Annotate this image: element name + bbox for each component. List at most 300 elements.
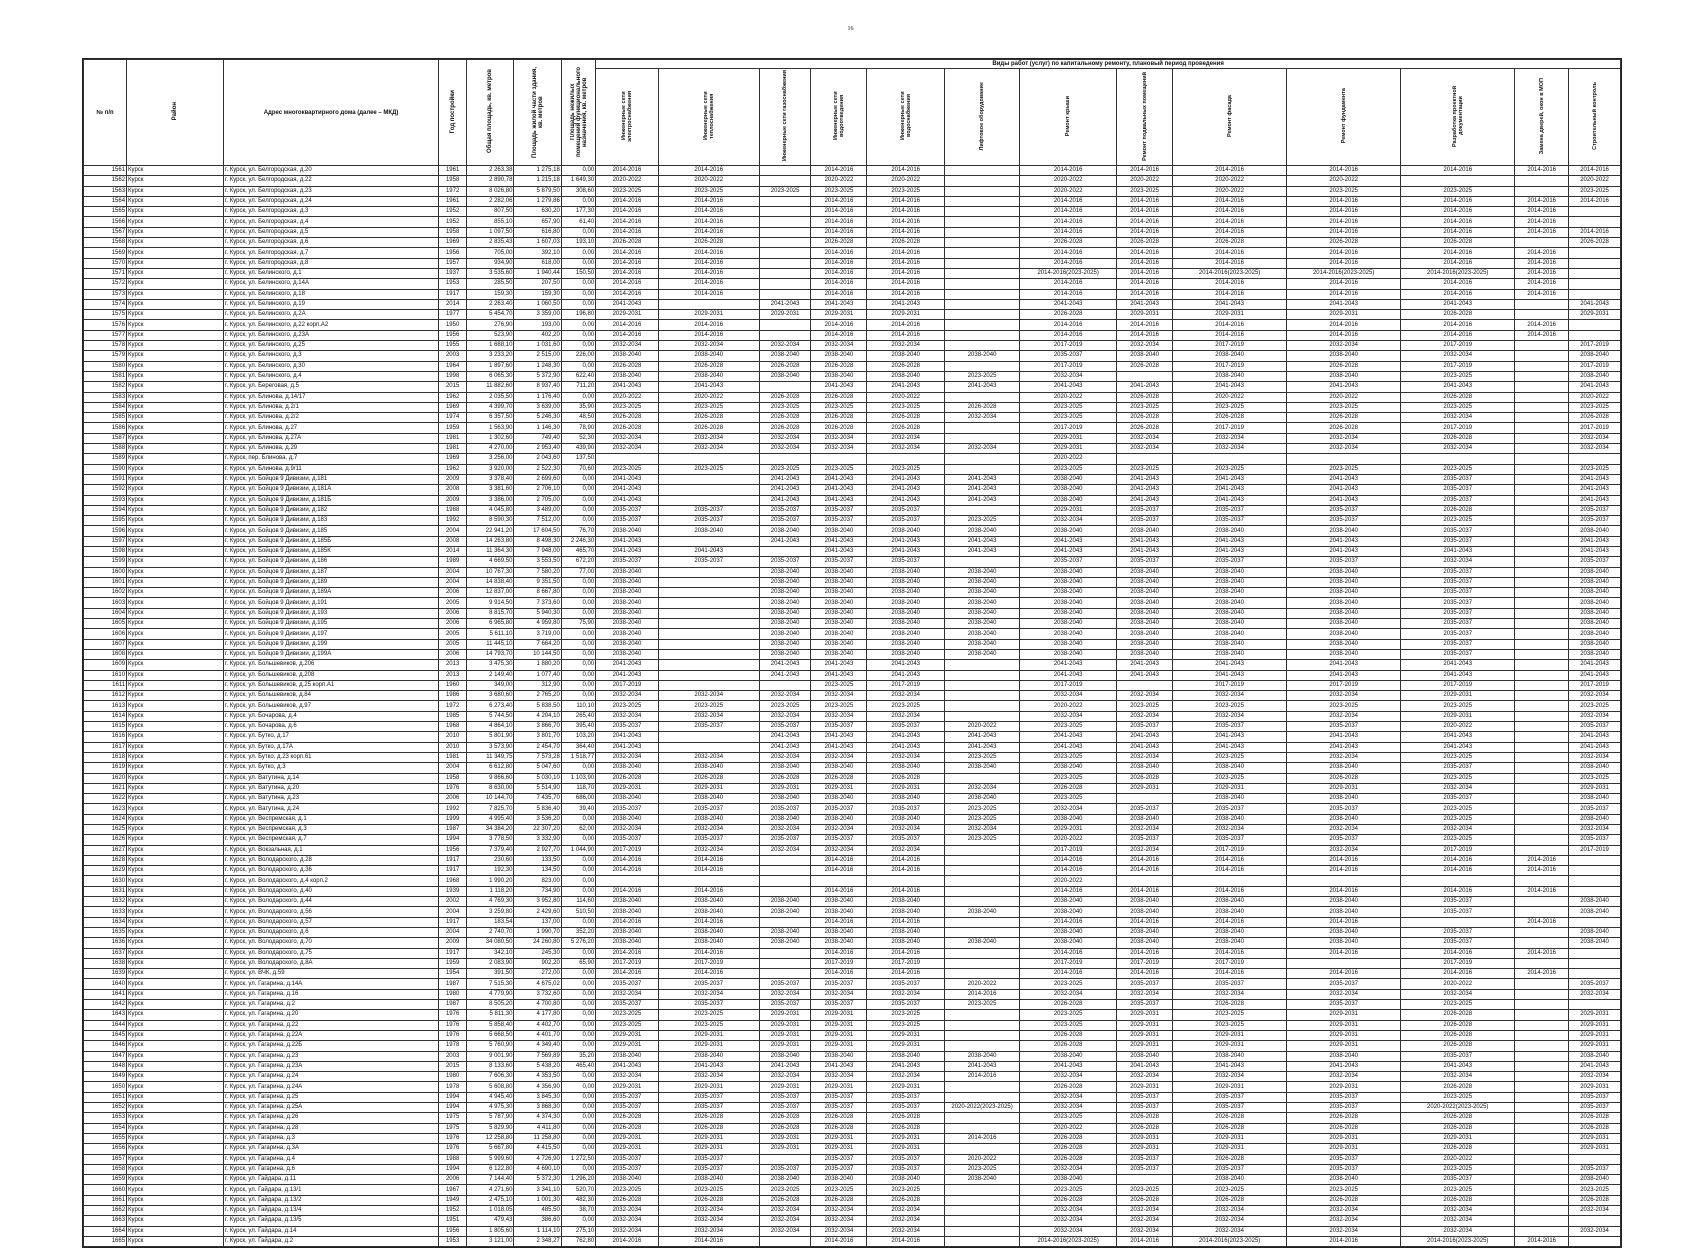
table-row: [84, 557, 1621, 567]
cell-address: г. Курск, ул. Белгородская, д.22: [223, 176, 438, 186]
cell-work-period: 2041-2043: [867, 495, 944, 505]
cell-work-period: [1515, 1072, 1569, 1082]
cell-district: Курск: [127, 505, 224, 515]
cell-work-period: [1515, 577, 1569, 587]
cell-work-period: 2014-2016: [658, 969, 759, 979]
cell-year: 1987: [439, 825, 467, 835]
cell-work-period: 2023-2025: [944, 516, 1019, 526]
cell-work-period: [759, 227, 811, 237]
cell-work-period: 2023-2025: [759, 402, 811, 412]
cell-work-period: 2041-2043: [596, 299, 658, 309]
cell-work-period: 2032-2034: [1287, 989, 1401, 999]
table-row: [84, 1164, 1621, 1174]
cell-address: г. Курск, ул. Береговая, д.5: [223, 382, 438, 392]
cell-work-period: 2014-2016: [1173, 227, 1287, 237]
cell-work-period: 2038-2040: [1117, 897, 1173, 907]
cell-work-period: 2041-2043: [596, 670, 658, 680]
cell-year: 1986: [439, 691, 467, 701]
cell-work-period: 2014-2016: [811, 886, 867, 896]
cell-district: Курск: [127, 1092, 224, 1102]
cell-total-area: 4 779,90: [467, 989, 514, 999]
cell-work-period: 2032-2034: [1117, 1205, 1173, 1215]
cell-work-period: 2026-2028: [1287, 423, 1401, 433]
header-works-group: Виды работ (услуг) по капитальному ремонту, плановый период проведения: [596, 60, 1621, 69]
cell-work-period: 2029-2031: [1287, 1041, 1401, 1051]
cell-nonliving-area: 0,00: [561, 1133, 595, 1143]
cell-work-period: 2041-2043: [1117, 495, 1173, 505]
cell-number: 1632: [84, 897, 127, 907]
cell-work-period: 2017-2019: [1020, 958, 1117, 968]
cell-total-area: 1 302,60: [467, 433, 514, 443]
cell-work-period: [944, 670, 1019, 680]
header-work-6: Ремонт крыши: [1020, 69, 1117, 166]
cell-total-area: 1 097,50: [467, 227, 514, 237]
cell-work-period: 2014-2016: [867, 320, 944, 330]
cell-total-area: 391,50: [467, 969, 514, 979]
cell-work-period: 2014-2016: [811, 268, 867, 278]
table-row: [84, 227, 1621, 237]
cell-work-period: 2026-2028: [1401, 392, 1515, 402]
cell-work-period: [759, 248, 811, 258]
cell-work-period: 2026-2028: [1020, 1082, 1117, 1092]
cell-work-period: 2041-2043: [811, 546, 867, 556]
cell-address: г. Курск, ул. Белинского, д.14А: [223, 279, 438, 289]
cell-work-period: 2038-2040: [1287, 794, 1401, 804]
cell-district: Курск: [127, 917, 224, 927]
cell-total-area: 6 065,30: [467, 371, 514, 381]
cell-work-period: 2038-2040: [1287, 629, 1401, 639]
cell-work-period: 2014-2016: [811, 855, 867, 865]
cell-work-period: 2017-2019: [1173, 361, 1287, 371]
cell-district: Курск: [127, 588, 224, 598]
cell-work-period: 2014-2016: [1287, 917, 1401, 927]
cell-year: 1978: [439, 1041, 467, 1051]
cell-work-period: 2023-2025: [759, 464, 811, 474]
cell-living-area: 392,10: [514, 248, 561, 258]
cell-work-period: 2032-2034: [759, 711, 811, 721]
cell-work-period: 2038-2040: [1117, 649, 1173, 659]
cell-work-period: 2032-2034: [1117, 444, 1173, 454]
cell-work-period: [944, 454, 1019, 464]
cell-work-period: 2038-2040: [867, 794, 944, 804]
cell-address: г. Курск, ул. Гагарина, д.14А: [223, 979, 438, 989]
cell-work-period: 2038-2040: [1117, 526, 1173, 536]
cell-work-period: 2035-2037: [1117, 979, 1173, 989]
cell-work-period: 2041-2043: [1569, 495, 1621, 505]
cell-district: Курск: [127, 423, 224, 433]
cell-work-period: 2038-2040: [811, 814, 867, 824]
cell-nonliving-area: 0,00: [561, 588, 595, 598]
cell-number: 1650: [84, 1082, 127, 1092]
cell-living-area: 1 001,30: [514, 1195, 561, 1205]
cell-work-period: 2038-2040: [658, 794, 759, 804]
cell-work-period: 2014-2016: [811, 948, 867, 958]
cell-work-period: 2038-2040: [759, 1051, 811, 1061]
cell-work-period: 2014-2016: [1401, 166, 1515, 176]
cell-work-period: 2023-2025: [1173, 752, 1287, 762]
table-row: [84, 876, 1621, 886]
cell-work-period: 2038-2040: [867, 897, 944, 907]
cell-year: 2002: [439, 897, 467, 907]
cell-living-area: 2 953,40: [514, 444, 561, 454]
cell-work-period: 2038-2040: [759, 907, 811, 917]
cell-nonliving-area: 0,00: [561, 1041, 595, 1051]
cell-work-period: 2038-2040: [1173, 794, 1287, 804]
cell-work-period: 2038-2040: [759, 794, 811, 804]
cell-work-period: 2041-2043: [1020, 1061, 1117, 1071]
cell-work-period: 2038-2040: [944, 639, 1019, 649]
cell-living-area: 749,40: [514, 433, 561, 443]
cell-work-period: 2023-2025: [867, 1020, 944, 1030]
cell-living-area: 2 522,30: [514, 464, 561, 474]
cell-address: г. Курск, ул. Бойцов 9 Дивизии, д.189А: [223, 588, 438, 598]
cell-work-period: 2014-2016: [1173, 886, 1287, 896]
cell-work-period: 2020-2022: [1117, 176, 1173, 186]
cell-work-period: 2026-2028: [1117, 1123, 1173, 1133]
cell-nonliving-area: 0,00: [561, 474, 595, 484]
cell-living-area: 4 177,80: [514, 1010, 561, 1020]
cell-work-period: 2038-2040: [596, 938, 658, 948]
cell-work-period: 2029-2031: [658, 783, 759, 793]
cell-work-period: [1515, 310, 1569, 320]
cell-work-period: 2014-2016: [1117, 1236, 1173, 1246]
cell-work-period: 2014-2016: [867, 289, 944, 299]
cell-work-period: 2023-2025: [596, 1185, 658, 1195]
cell-work-period: 2035-2037: [1173, 557, 1287, 567]
cell-work-period: 2032-2034: [1117, 711, 1173, 721]
cell-work-period: 2032-2034: [811, 444, 867, 454]
cell-work-period: 2038-2040: [811, 577, 867, 587]
cell-work-period: 2023-2025: [811, 186, 867, 196]
cell-work-period: [1515, 485, 1569, 495]
cell-address: г. Курск, ул. Гайдара, д.13/2: [223, 1195, 438, 1205]
cell-year: 1976: [439, 1144, 467, 1154]
table-row: [84, 1154, 1621, 1164]
cell-work-period: 2014-2016: [1515, 866, 1569, 876]
cell-number: 1616: [84, 732, 127, 742]
cell-work-period: [596, 454, 658, 464]
table-row: [84, 691, 1621, 701]
cell-number: 1651: [84, 1092, 127, 1102]
table-row: [84, 495, 1621, 505]
cell-total-area: 11 445,10: [467, 639, 514, 649]
cell-work-period: 2038-2040: [1569, 649, 1621, 659]
cell-work-period: 2014-2016: [1117, 886, 1173, 896]
cell-year: 1999: [439, 814, 467, 824]
cell-work-period: 2038-2040: [811, 907, 867, 917]
cell-work-period: 2035-2037: [1173, 722, 1287, 732]
cell-nonliving-area: 193,10: [561, 238, 595, 248]
cell-work-period: 2038-2040: [867, 619, 944, 629]
cell-work-period: 2035-2037: [811, 505, 867, 515]
cell-number: 1629: [84, 866, 127, 876]
cell-work-period: [1515, 691, 1569, 701]
table-row: [84, 670, 1621, 680]
cell-work-period: 2014-2016: [1515, 279, 1569, 289]
cell-work-period: 2026-2028: [658, 361, 759, 371]
cell-nonliving-area: 226,00: [561, 351, 595, 361]
cell-work-period: 2029-2031: [1020, 444, 1117, 454]
cell-year: 1962: [439, 392, 467, 402]
cell-work-period: 2026-2028: [1401, 1020, 1515, 1030]
cell-work-period: 2014-2016: [1287, 330, 1401, 340]
cell-nonliving-area: 35,90: [561, 402, 595, 412]
cell-year: 1964: [439, 361, 467, 371]
cell-nonliving-area: 0,00: [561, 495, 595, 505]
cell-work-period: 2014-2016(2023-2025): [1401, 1236, 1515, 1246]
cell-work-period: 2032-2034: [1117, 989, 1173, 999]
cell-work-period: 2023-2025: [1569, 402, 1621, 412]
cell-number: 1595: [84, 516, 127, 526]
cell-work-period: [658, 732, 759, 742]
cell-work-period: 2029-2031: [1173, 310, 1287, 320]
cell-number: 1633: [84, 907, 127, 917]
cell-nonliving-area: 0,00: [561, 1010, 595, 1020]
cell-work-period: 2026-2028: [1173, 1195, 1287, 1205]
cell-work-period: 2029-2031: [658, 1144, 759, 1154]
cell-work-period: 2035-2037: [658, 1000, 759, 1010]
cell-number: 1617: [84, 742, 127, 752]
cell-number: 1576: [84, 320, 127, 330]
cell-total-area: 5 760,90: [467, 1041, 514, 1051]
cell-work-period: 2038-2040: [1287, 938, 1401, 948]
cell-total-area: 8 630,00: [467, 783, 514, 793]
cell-work-period: 2014-2016: [1401, 207, 1515, 217]
table-row: [84, 660, 1621, 670]
cell-work-period: 2014-2016: [1287, 166, 1401, 176]
cell-living-area: 5 514,90: [514, 783, 561, 793]
cell-nonliving-area: 38,70: [561, 1205, 595, 1215]
cell-work-period: [944, 289, 1019, 299]
cell-work-period: 2032-2034: [1117, 845, 1173, 855]
cell-year: 1956: [439, 845, 467, 855]
cell-work-period: [944, 1082, 1019, 1092]
cell-work-period: 2032-2034: [1020, 371, 1117, 381]
cell-work-period: 2026-2028: [1117, 413, 1173, 423]
cell-work-period: 2041-2043: [596, 474, 658, 484]
cell-total-area: 8 505,20: [467, 1000, 514, 1010]
cell-work-period: 2041-2043: [1401, 1061, 1515, 1071]
cell-work-period: 2014-2016: [1020, 279, 1117, 289]
cell-district: Курск: [127, 166, 224, 176]
cell-work-period: 2023-2025: [759, 186, 811, 196]
cell-work-period: 2026-2028: [1020, 238, 1117, 248]
cell-address: г. Курск, ул. Бойцов 9 Дивизии, д.181Б: [223, 495, 438, 505]
cell-total-area: 276,90: [467, 320, 514, 330]
header-work-9: Ремонт фундамента: [1287, 69, 1401, 166]
cell-work-period: 2041-2043: [759, 742, 811, 752]
cell-nonliving-area: 177,30: [561, 207, 595, 217]
cell-work-period: 2014-2016: [1401, 969, 1515, 979]
cell-nonliving-area: 0,00: [561, 598, 595, 608]
cell-year: 2013: [439, 670, 467, 680]
cell-district: Курск: [127, 1144, 224, 1154]
cell-work-period: [944, 855, 1019, 865]
cell-work-period: 2014-2016: [596, 279, 658, 289]
cell-work-period: 2032-2034: [1401, 557, 1515, 567]
cell-number: 1625: [84, 825, 127, 835]
cell-work-period: 2038-2040: [1569, 814, 1621, 824]
table-row: [84, 1061, 1621, 1071]
table-row: [84, 917, 1621, 927]
cell-work-period: 2014-2016: [1173, 866, 1287, 876]
cell-district: Курск: [127, 804, 224, 814]
cell-work-period: 2014-2016: [658, 227, 759, 237]
cell-work-period: 2014-2016: [1117, 196, 1173, 206]
cell-living-area: 386,60: [514, 1216, 561, 1226]
cell-work-period: 2020-2022: [658, 176, 759, 186]
cell-nonliving-area: 0,00: [561, 969, 595, 979]
cell-work-period: [944, 320, 1019, 330]
cell-work-period: [1515, 495, 1569, 505]
cell-work-period: [1515, 722, 1569, 732]
cell-work-period: 2032-2034: [1401, 989, 1515, 999]
cell-district: Курск: [127, 248, 224, 258]
cell-work-period: 2014-2016: [1020, 948, 1117, 958]
header-work-10: Разработка проектной документации: [1401, 69, 1515, 166]
cell-work-period: 2029-2031: [596, 1144, 658, 1154]
cell-work-period: 2038-2040: [596, 639, 658, 649]
header-work-11: Замена дверей, окон в МОП: [1515, 69, 1569, 166]
cell-work-period: 2017-2019: [1569, 361, 1621, 371]
cell-work-period: [944, 557, 1019, 567]
cell-total-area: 2 263,40: [467, 299, 514, 309]
cell-work-period: [944, 330, 1019, 340]
cell-work-period: [658, 680, 759, 690]
cell-work-period: 2038-2040: [1173, 649, 1287, 659]
cell-work-period: 2014-2016: [1173, 330, 1287, 340]
cell-total-area: 855,10: [467, 217, 514, 227]
table-row: [84, 526, 1621, 536]
cell-number: 1614: [84, 711, 127, 721]
cell-work-period: 2038-2040: [867, 927, 944, 937]
cell-address: г. Курск, ул. Гагарина, д.3: [223, 1133, 438, 1143]
cell-work-period: 2032-2034: [759, 341, 811, 351]
cell-work-period: 2017-2019: [1173, 958, 1287, 968]
cell-work-period: [944, 392, 1019, 402]
cell-work-period: 2038-2040: [1287, 371, 1401, 381]
cell-work-period: 2014-2016: [1020, 248, 1117, 258]
cell-work-period: [658, 567, 759, 577]
cell-number: 1639: [84, 969, 127, 979]
cell-work-period: 2014-2016: [1173, 289, 1287, 299]
cell-living-area: 485,50: [514, 1205, 561, 1215]
cell-work-period: 2026-2028: [1117, 1113, 1173, 1123]
cell-total-area: 5 811,30: [467, 1010, 514, 1020]
cell-work-period: 2038-2040: [1173, 907, 1287, 917]
cell-nonliving-area: 465,70: [561, 546, 595, 556]
cell-work-period: 2041-2043: [867, 485, 944, 495]
cell-work-period: 2041-2043: [1569, 536, 1621, 546]
cell-living-area: 4 411,80: [514, 1123, 561, 1133]
cell-work-period: 2023-2025: [1020, 413, 1117, 423]
cell-work-period: 2038-2040: [1117, 567, 1173, 577]
cell-nonliving-area: 482,30: [561, 1195, 595, 1205]
cell-address: г. Курск, ул. Бочарова, д.4: [223, 711, 438, 721]
cell-work-period: 2029-2031: [1117, 1144, 1173, 1154]
cell-work-period: 2026-2028: [1173, 413, 1287, 423]
cell-work-period: 2041-2043: [1401, 732, 1515, 742]
cell-work-period: 2023-2025: [811, 464, 867, 474]
cell-work-period: 2020-2022: [867, 392, 944, 402]
cell-total-area: 9 914,50: [467, 598, 514, 608]
cell-work-period: 2032-2034: [596, 433, 658, 443]
cell-work-period: 2041-2043: [1401, 382, 1515, 392]
cell-year: 2004: [439, 526, 467, 536]
header-work-8: Ремонт фасада: [1173, 69, 1287, 166]
cell-year: 1992: [439, 516, 467, 526]
cell-work-period: 2038-2040: [1287, 526, 1401, 536]
cell-work-period: 2023-2025: [867, 402, 944, 412]
cell-work-period: 2026-2028: [1020, 1030, 1117, 1040]
cell-work-period: 2041-2043: [867, 732, 944, 742]
cell-work-period: 2029-2031: [1569, 1133, 1621, 1143]
cell-work-period: 2014-2016: [596, 1236, 658, 1246]
cell-work-period: 2038-2040: [759, 1175, 811, 1185]
cell-work-period: 2032-2034: [596, 989, 658, 999]
cell-total-area: 3 121,00: [467, 1236, 514, 1246]
cell-work-period: 2035-2037: [1401, 608, 1515, 618]
table-row: [84, 969, 1621, 979]
cell-work-period: 2014-2016: [811, 330, 867, 340]
cell-work-period: 2014-2016: [1173, 258, 1287, 268]
cell-work-period: 2023-2025: [1020, 402, 1117, 412]
cell-work-period: 2017-2019: [1401, 680, 1515, 690]
cell-work-period: 2041-2043: [1020, 660, 1117, 670]
cell-living-area: 1 176,40: [514, 392, 561, 402]
cell-work-period: 2038-2040: [1117, 629, 1173, 639]
cell-work-period: 2029-2031: [867, 1082, 944, 1092]
cell-living-area: 7 512,00: [514, 516, 561, 526]
cell-year: 1955: [439, 341, 467, 351]
cell-nonliving-area: 0,00: [561, 485, 595, 495]
cell-number: 1584: [84, 402, 127, 412]
cell-work-period: 2014-2016: [1401, 248, 1515, 258]
cell-work-period: [944, 1185, 1019, 1195]
cell-work-period: 2035-2037: [596, 1000, 658, 1010]
cell-work-period: 2038-2040: [596, 1051, 658, 1061]
cell-work-period: 2038-2040: [1173, 371, 1287, 381]
cell-work-period: [1401, 176, 1515, 186]
cell-nonliving-area: 0,00: [561, 680, 595, 690]
cell-nonliving-area: 0,00: [561, 1164, 595, 1174]
cell-nonliving-area: 39,40: [561, 804, 595, 814]
cell-work-period: 2029-2031: [658, 1133, 759, 1143]
cell-work-period: [1569, 320, 1621, 330]
cell-work-period: 2032-2034: [811, 1205, 867, 1215]
cell-work-period: 2041-2043: [759, 1061, 811, 1071]
cell-work-period: 2014-2016: [1117, 207, 1173, 217]
cell-work-period: 2035-2037: [1569, 804, 1621, 814]
cell-work-period: 2029-2031: [1401, 711, 1515, 721]
cell-address: г. Курск, ул. Володарского, д.4 корп.2: [223, 876, 438, 886]
cell-work-period: 2041-2043: [1020, 299, 1117, 309]
cell-work-period: 2038-2040: [1020, 907, 1117, 917]
cell-work-period: 2041-2043: [1287, 660, 1401, 670]
cell-nonliving-area: 103,20: [561, 732, 595, 742]
cell-living-area: 7 573,28: [514, 752, 561, 762]
cell-address: г. Курск, ул. Володарского, д.44: [223, 897, 438, 907]
cell-nonliving-area: 0,00: [561, 1000, 595, 1010]
table-row: [84, 598, 1621, 608]
cell-work-period: 2032-2034: [658, 433, 759, 443]
cell-work-period: 2041-2043: [1173, 742, 1287, 752]
cell-work-period: 2026-2028: [1287, 413, 1401, 423]
cell-work-period: 2038-2040: [1173, 588, 1287, 598]
cell-address: г. Курск, ул. Большевиков, д.25 корп.А1: [223, 680, 438, 690]
cell-total-area: 22 941,20: [467, 526, 514, 536]
cell-work-period: [1515, 680, 1569, 690]
